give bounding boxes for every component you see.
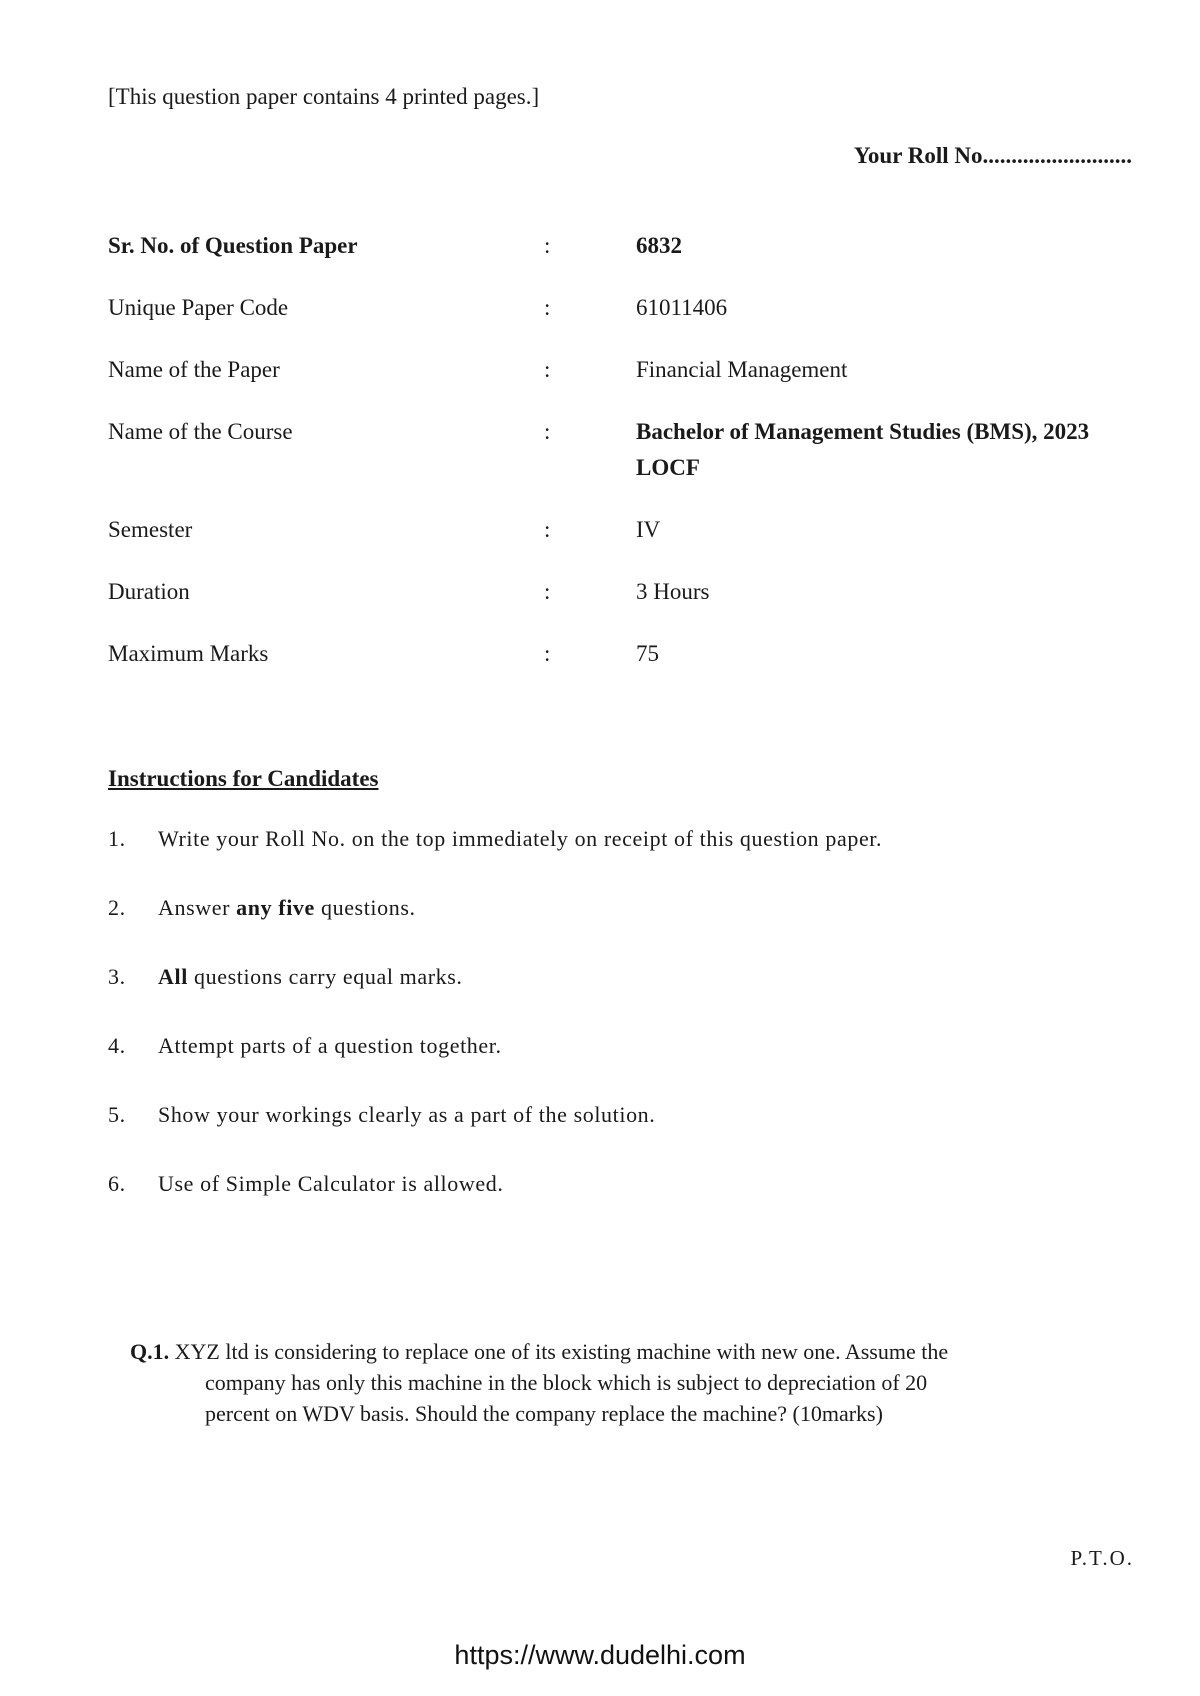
info-colon: : — [544, 295, 551, 320]
info-colon: : — [544, 579, 551, 604]
info-row-paper-code — [108, 290, 1138, 326]
instruction-text: Show your workings clearly as a part of the solution. — [158, 1102, 656, 1127]
info-label: Duration — [108, 579, 190, 604]
info-value: 61011406 — [636, 295, 728, 320]
question-1 — [130, 1336, 1065, 1429]
question-line-1 — [130, 1336, 1065, 1367]
info-colon: : — [544, 641, 551, 666]
page-note: [This question paper contains 4 printed pages.] — [108, 84, 540, 109]
instruction-text: Attempt parts of a question together. — [158, 1033, 502, 1058]
info-row-sr-no — [108, 228, 1138, 264]
info-label: Sr. No. of Question Paper — [108, 233, 358, 258]
instruction-item — [108, 895, 1108, 964]
info-label: Unique Paper Code — [108, 295, 289, 320]
instruction-number: 2. — [108, 895, 126, 920]
paper-info-table — [108, 228, 1138, 698]
website-url: https://www.dudelhi.com — [454, 1640, 746, 1670]
instruction-text: Write your Roll No. on the top immediately on receipt of this question paper. — [158, 826, 883, 851]
info-value: 6832 — [636, 233, 682, 258]
info-label: Semester — [108, 517, 193, 542]
roll-number-field: Your Roll No.......................... — [853, 143, 1132, 168]
instruction-text: All questions carry equal marks. — [158, 964, 463, 989]
instruction-item — [108, 1171, 1108, 1240]
info-value: IV — [636, 517, 661, 542]
instructions-heading: Instructions for Candidates — [108, 766, 379, 791]
info-colon: : — [544, 419, 551, 444]
instruction-number: 6. — [108, 1171, 126, 1196]
instructions-list — [108, 826, 1108, 1240]
question-text: XYZ ltd is considering to replace one of its existing machine with new one. Assume the — [174, 1339, 949, 1364]
info-value: Bachelor of Management Studies (BMS), 2023 LOCF — [636, 419, 1090, 480]
instruction-text: Use of Simple Calculator is allowed. — [158, 1171, 504, 1196]
info-row-semester — [108, 512, 1138, 548]
info-colon: : — [544, 357, 551, 382]
info-label: Maximum Marks — [108, 641, 269, 666]
instruction-item — [108, 964, 1108, 1033]
info-row-max-marks — [108, 636, 1138, 672]
instruction-item — [108, 1033, 1108, 1102]
info-label: Name of the Course — [108, 419, 293, 444]
instruction-item — [108, 826, 1108, 895]
instruction-number: 3. — [108, 964, 126, 989]
info-value: Financial Management — [636, 357, 848, 382]
question-line-3: percent on WDV basis. Should the company replace the machine? (10marks) — [205, 1401, 883, 1426]
info-row-duration — [108, 574, 1138, 610]
instruction-text: Answer any five questions. — [158, 895, 416, 920]
info-colon: : — [544, 517, 551, 542]
pto-marker: P.T.O. — [1070, 1546, 1134, 1570]
instruction-item — [108, 1102, 1108, 1171]
info-row-paper-name — [108, 352, 1138, 388]
info-label: Name of the Paper — [108, 357, 280, 382]
question-label: Q.1. — [130, 1339, 170, 1364]
instruction-number: 4. — [108, 1033, 126, 1058]
info-value: 75 — [636, 641, 659, 666]
instruction-number: 1. — [108, 826, 126, 851]
info-row-course — [108, 414, 1138, 486]
info-value: 3 Hours — [636, 579, 710, 604]
info-colon: : — [544, 233, 551, 258]
question-line-2: company has only this machine in the block which is subject to depreciation of 20 — [205, 1370, 928, 1395]
instruction-number: 5. — [108, 1102, 126, 1127]
